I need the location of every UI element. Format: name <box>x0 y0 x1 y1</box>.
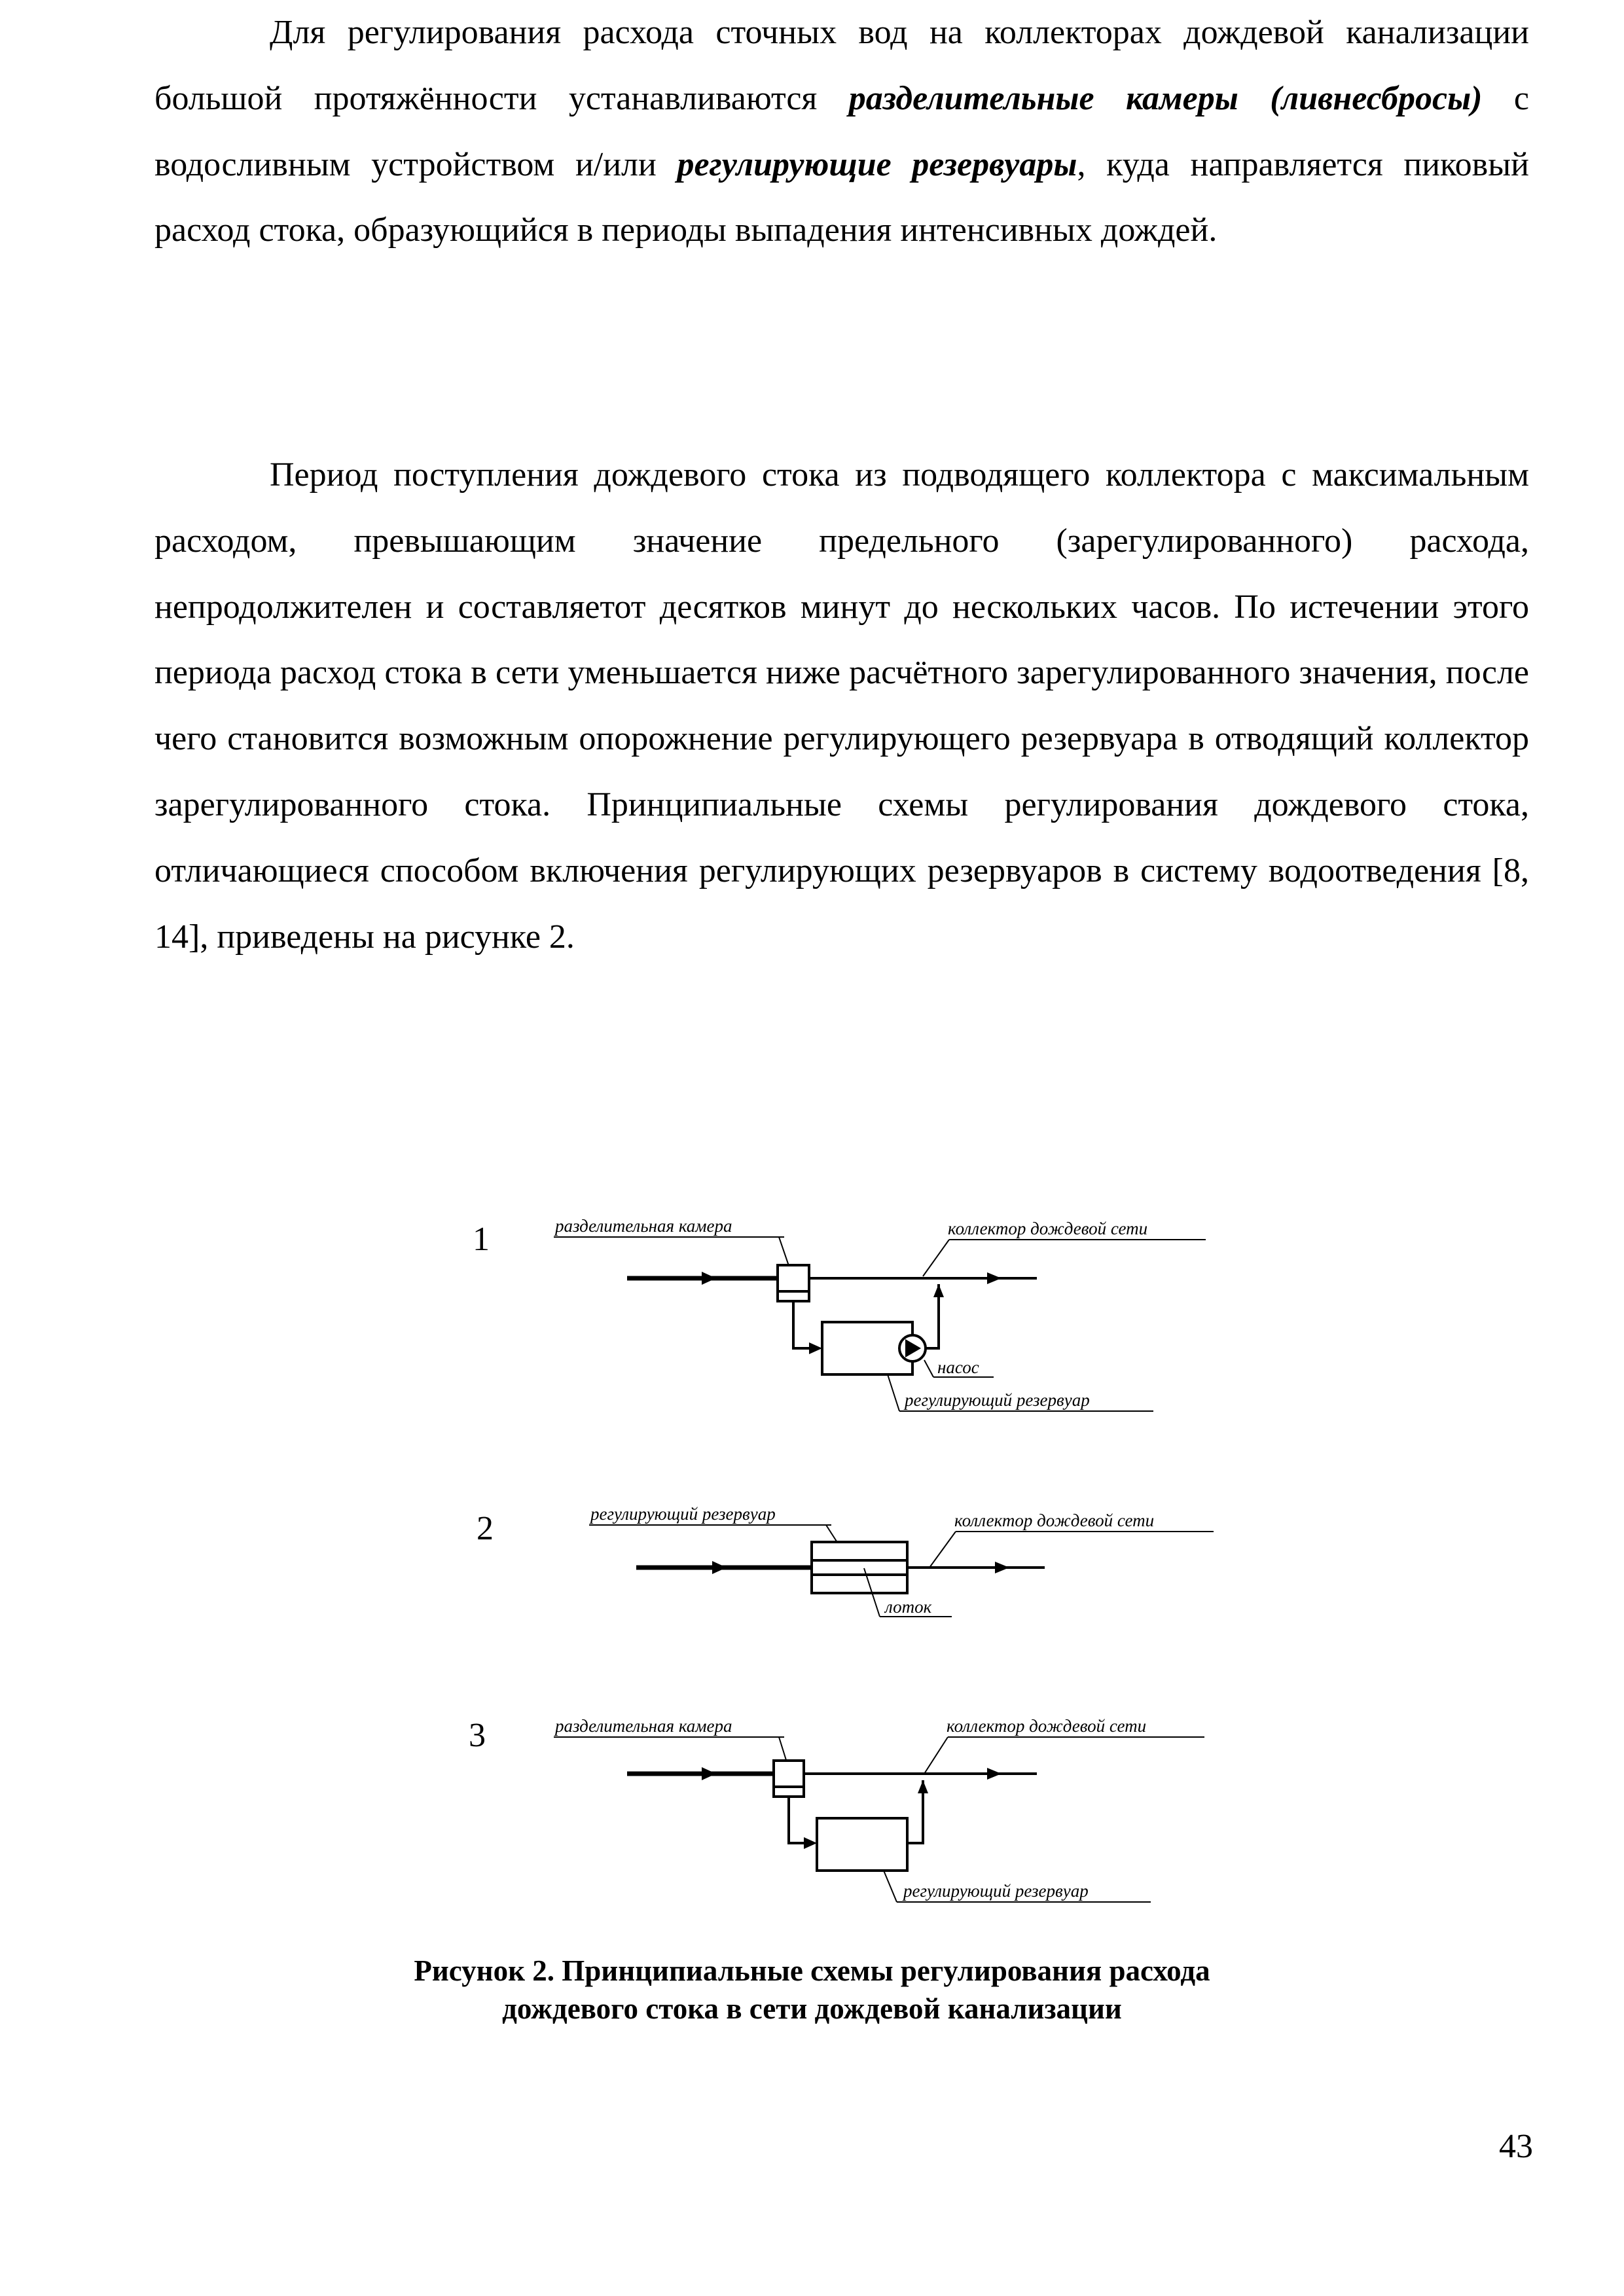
figure-caption <box>0 1952 1624 2028</box>
scheme-1-pump-label: насос <box>937 1357 979 1377</box>
scheme-2-collector-label: коллектор дождевой сети <box>954 1511 1155 1530</box>
scheme-1-reservoir-label: регулирующий резервуар <box>905 1390 1090 1410</box>
figure-caption-line-2: дождевого стока в сети дождевой канализации <box>502 1992 1122 2025</box>
figure-caption-line-1: Рисунок 2. Принципиальные схемы регулирования расхода <box>414 1954 1210 1987</box>
page-number: 43 <box>1499 2128 1533 2165</box>
paragraph-1-text-a: Для регулирования расхода сточных вод на коллекторах дождевой канализации большой протяжённости устанавливаются <box>154 14 1529 117</box>
scheme-2-number: 2 <box>477 1510 494 1547</box>
scheme-1-number: 1 <box>473 1221 490 1258</box>
scheme-3-reservoir <box>817 1818 907 1871</box>
scheme-2-reservoir-label: регулирующий резервуар <box>590 1504 776 1524</box>
term-separation-chambers: разделительные камеры (ливнесбросы) <box>848 79 1483 117</box>
scheme-3-number: 3 <box>469 1717 486 1754</box>
paragraph-1-text-c: , куда направляется пиковый расход стока, образующийся в периоды выпадения интенсивных дождей. <box>154 145 1529 249</box>
scheme-3-chamber-label: разделительная камера <box>555 1716 732 1736</box>
scheme-2-tray-label: лоток <box>885 1597 932 1617</box>
paragraph-1-text-b: с водосливным устройством и/или <box>154 79 1529 183</box>
scheme-1-collector-label: коллектор дождевой сети <box>948 1219 1148 1238</box>
scheme-1 <box>473 1216 1206 1411</box>
paragraph-2: Период поступления дождевого стока из подводящего коллектора с максимальным расходом, превышающим значение предельного (зарегулированного) расхода, непродолжителен и составляетот десятков минут до нескольких часов. По истечении этого периода расход стока в сети уменьшается ниже расчётного зарегулированного значения, после чего становится возможным опорожнение регулирующего резервуара в отводящий коллектор зарегулированного стока. Принципиальные схемы регулирования дождевого стока, отличающиеся способом включения регулирующих резервуаров в систему водоотведения [8, 14], приведены на рисунке 2. <box>154 456 1529 956</box>
scheme-3 <box>469 1716 1204 1902</box>
scheme-2 <box>477 1504 1214 1617</box>
term-regulating-reservoirs: регулирующие резервуары <box>677 145 1077 183</box>
scheme-2-reservoir <box>812 1542 907 1593</box>
scheme-3-reservoir-label: регулирующий резервуар <box>903 1881 1089 1901</box>
scheme-1-chamber-label: разделительная камера <box>555 1216 732 1236</box>
scheme-3-collector-label: коллектор дождевой сети <box>947 1716 1147 1736</box>
